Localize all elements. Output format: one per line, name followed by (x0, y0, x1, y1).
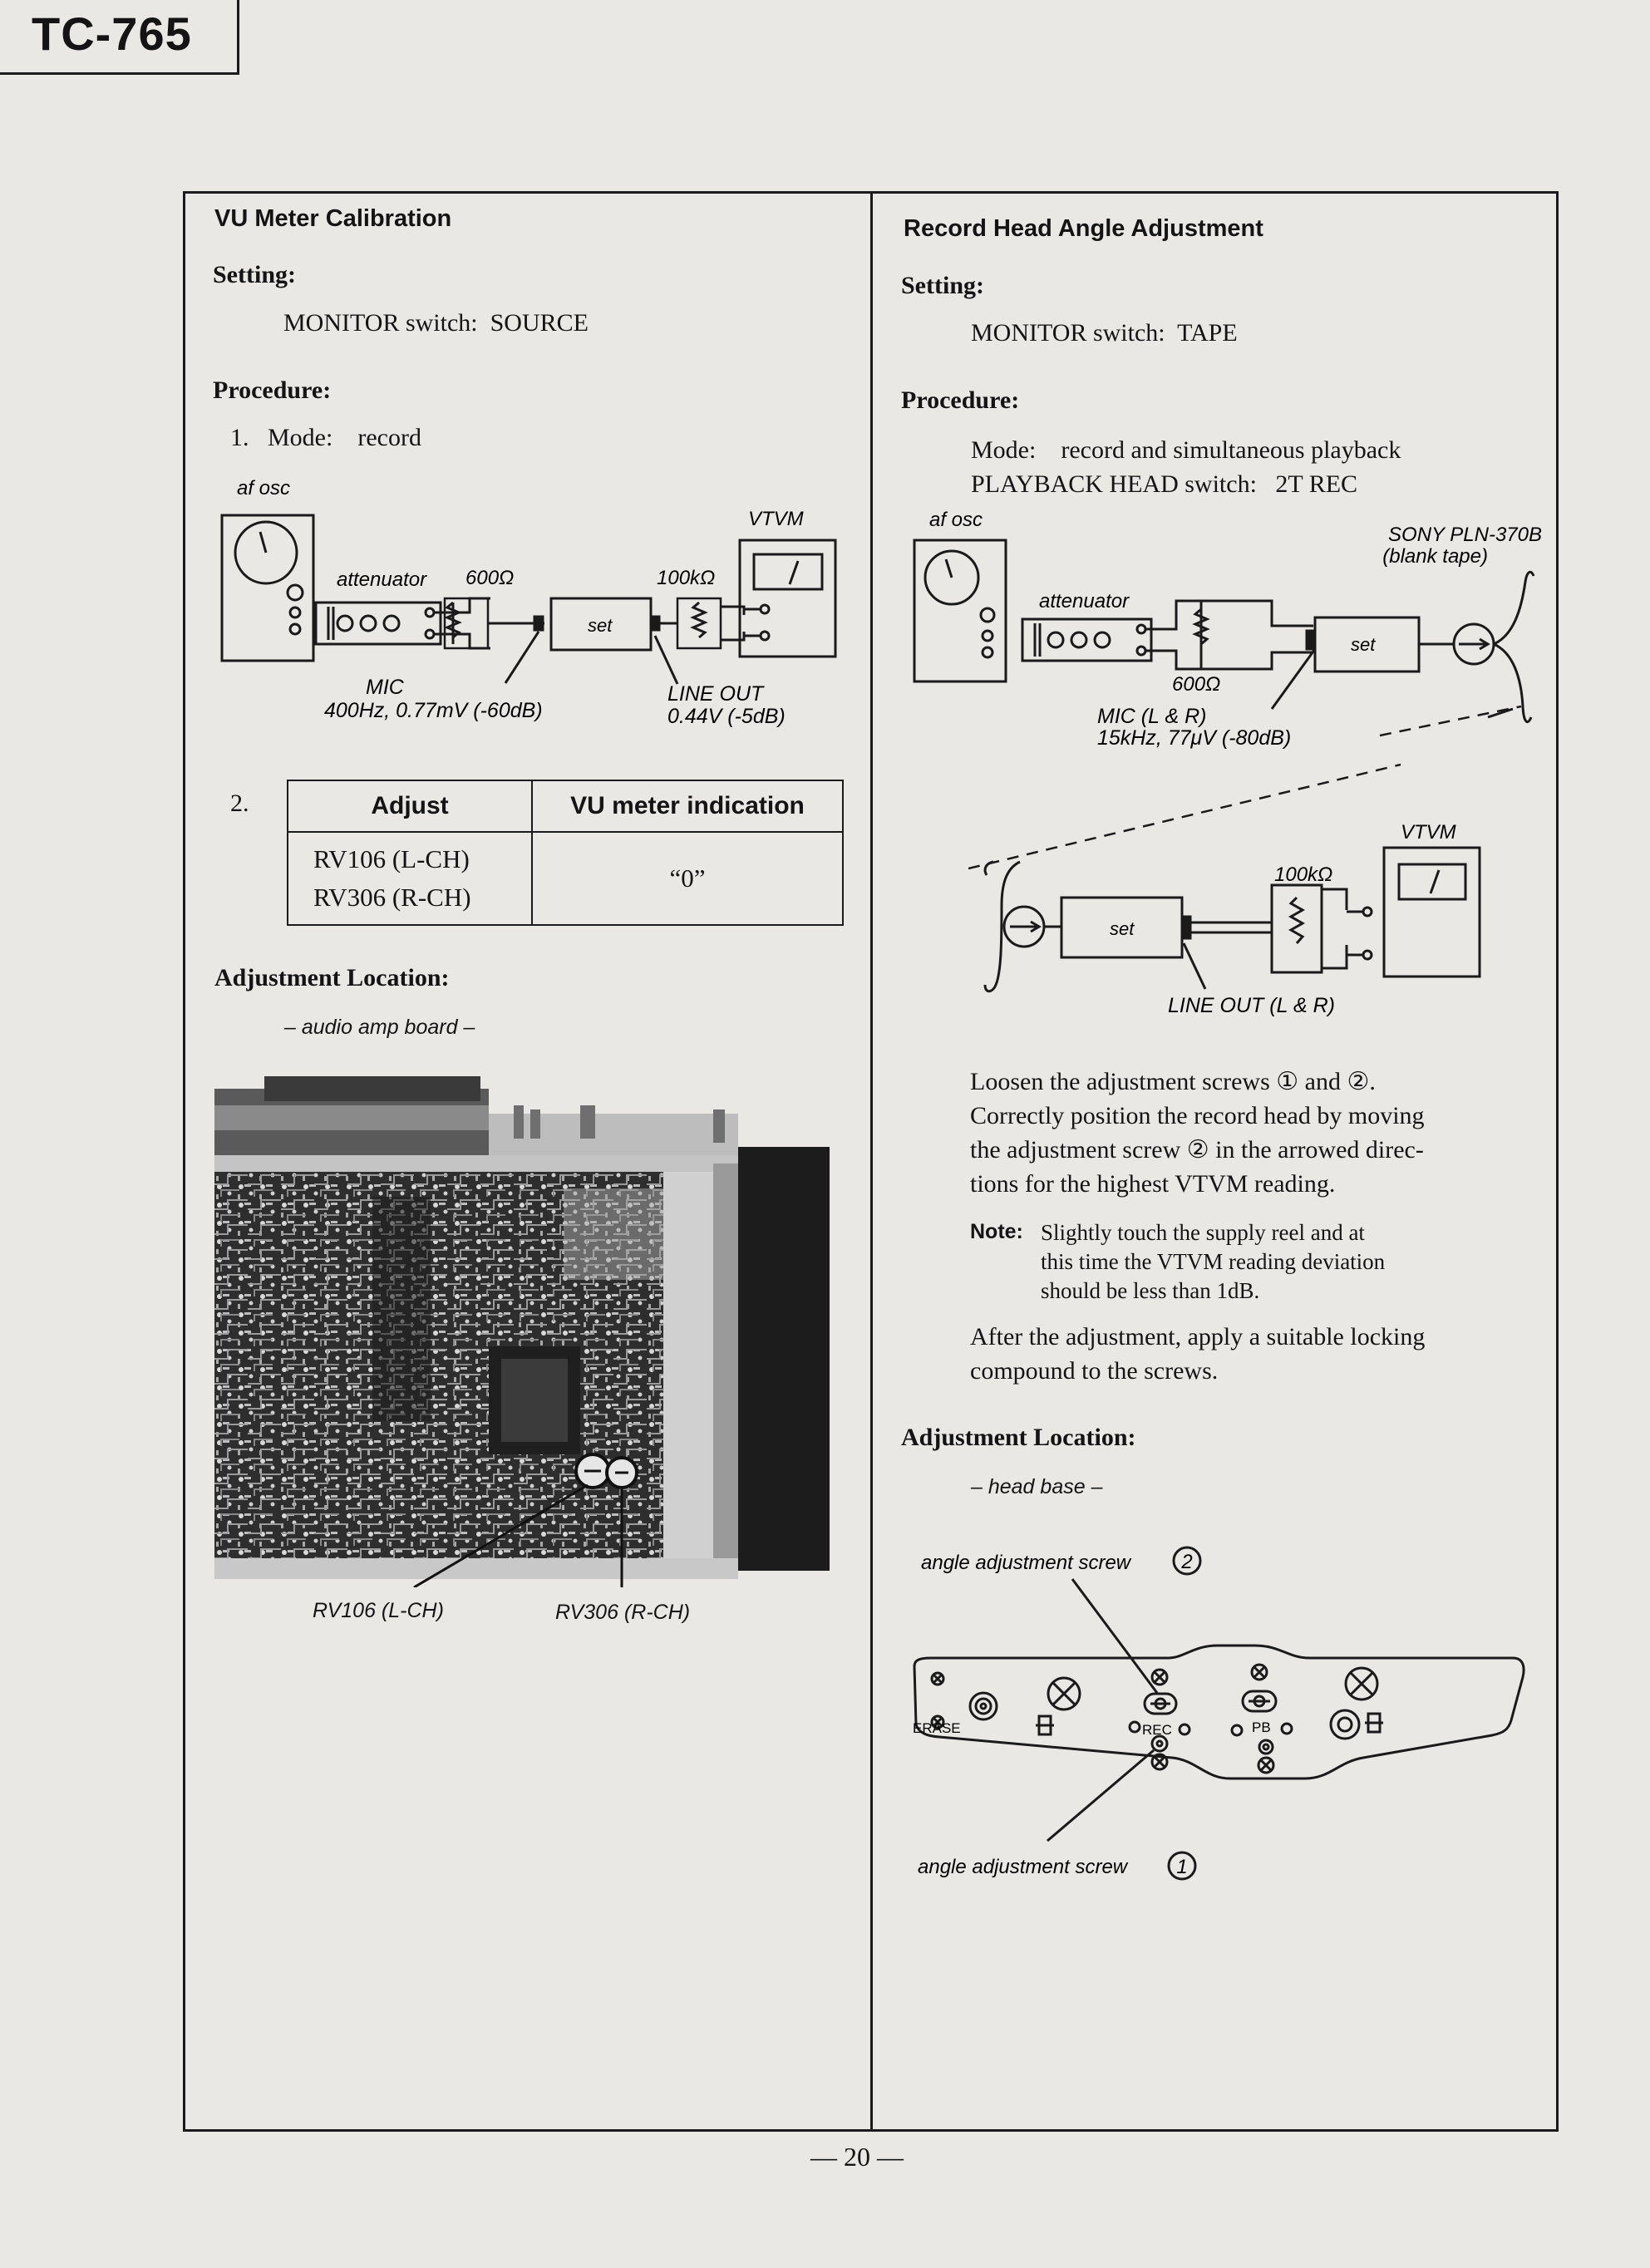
right-head-line (971, 470, 1357, 499)
screw-1-icon (1152, 1736, 1167, 1751)
model-tag: TC-765 (0, 0, 239, 75)
table-row (288, 832, 843, 925)
step1-mode-value: record (357, 424, 421, 451)
erase-head-label: ERASE (913, 1720, 961, 1736)
screw-1-number: 1 (1176, 1856, 1188, 1878)
right-af-osc-label: af osc (929, 509, 983, 531)
locking-line-1: After the adjustment, apply a suitable locking (970, 1323, 1426, 1350)
mic-label: MIC (366, 676, 404, 699)
right-mic-spec: 15kHz, 77μV (-80dB) (1097, 726, 1292, 750)
playback-head-key: PLAYBACK HEAD switch: (971, 470, 1257, 498)
note-text (1041, 1218, 1456, 1306)
table-header-adjust: Adjust (288, 780, 532, 832)
osc-knob-icon (288, 585, 303, 600)
rv106-cell: RV106 (L-CH) (313, 844, 470, 873)
screw-1-label: angle adjustment screw (918, 1856, 1128, 1878)
rv106-label: RV106 (L-CH) (313, 1599, 444, 1622)
table-cell-indication: “0” (532, 832, 843, 925)
blank-tape-note: (blank tape) (1382, 545, 1488, 568)
right-mode-line (971, 436, 1401, 465)
audio-amp-board-photo (214, 1072, 855, 1587)
screw-2-number: 2 (1181, 1551, 1193, 1573)
step1-mode-key: Mode: (268, 424, 333, 451)
left-step1 (230, 424, 421, 452)
vu-calibration-title: VU Meter Calibration (214, 205, 452, 232)
head-base-caption: – head base – (971, 1475, 1103, 1498)
note-line-1: Slightly touch the supply reel and at (1041, 1220, 1365, 1245)
step2-number: 2. (230, 790, 249, 817)
note-line-2: this time the VTVM reading deviation (1041, 1249, 1386, 1274)
right-setting-line (971, 319, 1238, 347)
line-out-spec: 0.44V (-5dB) (667, 705, 786, 728)
left-setting-label: Setting: (213, 261, 296, 288)
table-cell-adjust (288, 832, 532, 925)
audio-amp-board-caption: – audio amp board – (284, 1016, 475, 1039)
head-base-outline (914, 1646, 1524, 1778)
100k-ohm-label: 100kΩ (657, 567, 716, 589)
pb-set-label: set (1110, 918, 1135, 939)
right-setting-label: Setting: (901, 272, 984, 299)
page-number: — 20 — (810, 2142, 904, 2172)
mic-spec: 400Hz, 0.77mV (-60dB) (324, 699, 543, 722)
right-location-label: Adjustment Location: (901, 1424, 1136, 1451)
line-out-label: LINE OUT (667, 682, 764, 706)
right-mode-key: Mode: (971, 436, 1037, 464)
locking-compound-instructions (970, 1320, 1527, 1388)
left-setting-line (283, 309, 589, 337)
pb-head-label: PB (1252, 1719, 1271, 1735)
right-mode-value: record and simultaneous playback (1061, 436, 1401, 464)
monitor-switch-key: MONITOR switch: (283, 309, 478, 337)
rv306-label: RV306 (R-CH) (555, 1601, 691, 1624)
rv306-cell: RV306 (R-CH) (313, 883, 471, 912)
instruction-line-3: the adjustment screw ② in the arrowed direc- (970, 1136, 1424, 1164)
note-label: Note: (970, 1220, 1023, 1243)
right-600-ohm-label: 600Ω (1172, 673, 1221, 696)
af-osc-label: af osc (237, 477, 291, 499)
pb-100k-ohm-label: 100kΩ (1274, 863, 1333, 886)
right-set-label: set (1351, 634, 1376, 655)
right-procedure-label: Procedure: (901, 386, 1020, 414)
table-header-indication: VU meter indication (532, 780, 843, 832)
monitor-switch-value: SOURCE (490, 309, 589, 337)
600-ohm-label: 600Ω (465, 567, 515, 589)
note-line-3: should be less than 1dB. (1041, 1278, 1260, 1303)
blank-tape-model: SONY PLN-370B (1388, 524, 1542, 546)
instruction-line-1: Loosen the adjustment screws ① and ②. (970, 1068, 1376, 1095)
table-header-row (288, 780, 843, 832)
adjustment-instructions (970, 1065, 1527, 1201)
left-location-label: Adjustment Location: (214, 964, 450, 991)
playback-head-value: 2T REC (1275, 470, 1358, 498)
instruction-line-4: tions for the highest VTVM reading. (970, 1170, 1336, 1198)
screw-2-label: angle adjustment screw (921, 1552, 1131, 1574)
osc-dial-icon (235, 522, 297, 583)
vtvm-meter-icon (754, 554, 822, 589)
right-monitor-switch-key: MONITOR switch: (971, 319, 1165, 347)
right-monitor-switch-value: TAPE (1177, 319, 1238, 347)
record-wiring-diagram (906, 503, 1554, 760)
line-out-lr-label: LINE OUT (L & R) (1168, 994, 1335, 1017)
rec-head-label: REC (1142, 1722, 1172, 1738)
set-label: set (588, 615, 613, 636)
pb-vtvm-label: VTVM (1401, 821, 1456, 844)
instruction-line-2: Correctly position the record head by moving (970, 1102, 1425, 1129)
locking-line-2: compound to the screws. (970, 1357, 1219, 1385)
adjustment-table (287, 780, 844, 926)
attenuator-label: attenuator (337, 568, 427, 591)
pb-vtvm-meter-icon (1399, 864, 1465, 899)
head-base-diagram (898, 1529, 1529, 1895)
left-procedure-label: Procedure: (213, 376, 332, 404)
record-head-angle-title: Record Head Angle Adjustment (904, 215, 1263, 242)
vu-calibration-wiring-diagram (212, 470, 852, 736)
right-mic-label: MIC (L & R) (1097, 705, 1207, 728)
playback-wiring-diagram (968, 760, 1559, 1031)
column-divider (870, 191, 873, 2132)
step1-number: 1. (230, 424, 249, 451)
vtvm-label: VTVM (748, 508, 804, 530)
right-attenuator-label: attenuator (1039, 590, 1130, 613)
